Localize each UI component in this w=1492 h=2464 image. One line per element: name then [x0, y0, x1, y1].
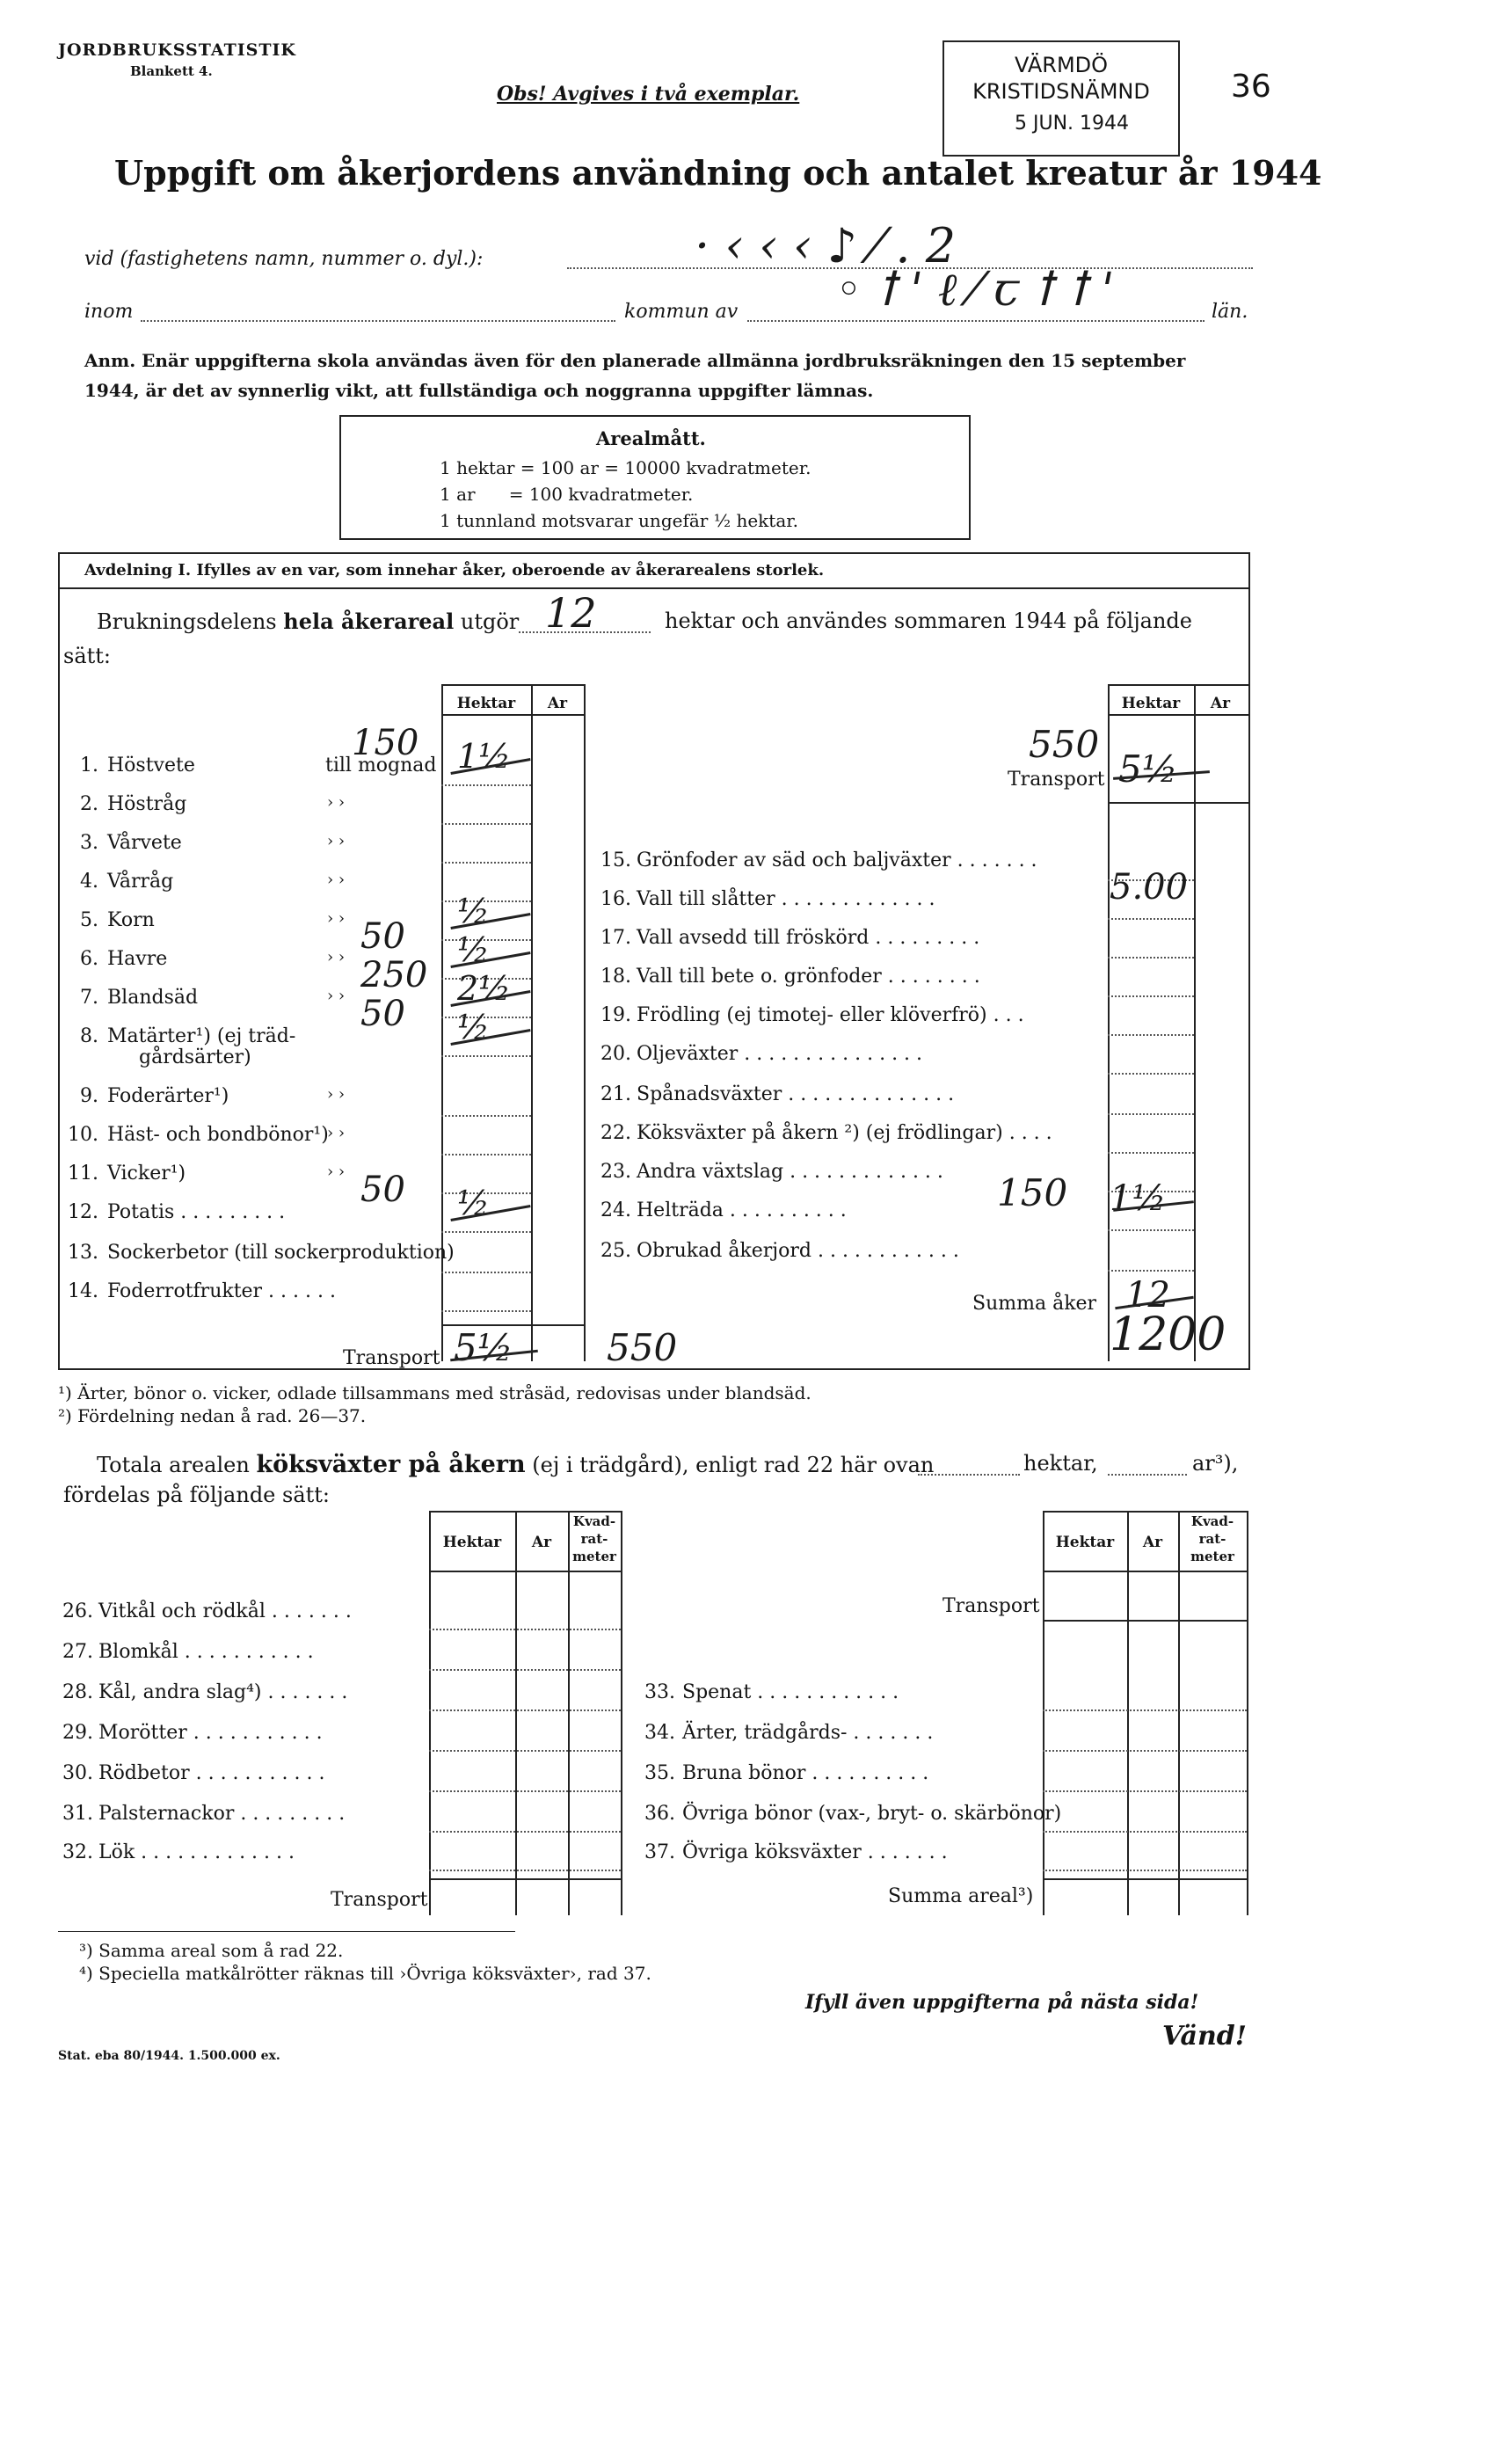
right-row-line — [1108, 995, 1194, 997]
right-row-hektar: 1½ — [1110, 1178, 1167, 1219]
vid-label: vid (fastighetens namn, nummer o. dyl.): — [84, 248, 484, 270]
left-row-hektar: 2½ — [457, 969, 512, 1008]
left-row-num: 11. — [68, 1163, 98, 1185]
left-row-label: Havre — [107, 948, 168, 970]
left-row-hektar: ½ — [457, 892, 490, 930]
left-row-line — [441, 823, 531, 825]
right-col-head-rule — [1108, 714, 1248, 716]
kommun-label: kommun av — [624, 301, 739, 323]
left-row-num: 5. — [80, 909, 98, 931]
s2-right-kvm-1: Kvad- — [1190, 1513, 1234, 1529]
left-row-num: 12. — [68, 1201, 98, 1223]
s2-right-label: Bruna bönor . . . . . . . . . . — [682, 1762, 929, 1784]
left-row-num: 13. — [68, 1242, 98, 1264]
right-row-num: 18. — [600, 966, 631, 988]
arealmatt-line2: 1 ar = 100 kvadratmeter. — [440, 484, 694, 505]
s2-left-num: 31. — [62, 1803, 93, 1825]
s2-right-num: 33. — [644, 1681, 675, 1703]
right-row-note: 150 — [997, 1171, 1068, 1214]
s2-left-ar: Ar — [531, 1534, 552, 1551]
right-col-hektar: Hektar — [1121, 695, 1181, 712]
right-row-line — [1108, 1073, 1194, 1075]
right-row-line — [1108, 918, 1194, 920]
left-row-label: Häst- och bondbönor¹) — [107, 1124, 329, 1146]
left-row-line — [441, 1272, 531, 1273]
right-row-num: 25. — [600, 1240, 631, 1262]
intro-text-b: hela åkerareal — [283, 609, 455, 634]
right-row-num: 19. — [600, 1004, 631, 1026]
right-row-hektar: 5.00 — [1110, 867, 1189, 908]
left-col-head-rule — [441, 714, 584, 716]
right-col-line2 — [1194, 684, 1196, 1361]
s2-intro-a: Totala arealen — [97, 1453, 250, 1477]
left-row-num: 2. — [80, 793, 98, 815]
s2-left-num: 28. — [62, 1681, 93, 1703]
s2-right-kvm — [1178, 1513, 1247, 1565]
left-row-num: 10. — [68, 1124, 98, 1146]
right-row-line — [1108, 1113, 1194, 1115]
s2-left-transport-rule — [429, 1878, 621, 1880]
s2-intro-f: fördelas på följande sätt: — [63, 1483, 331, 1507]
s2-left-num: 26. — [62, 1600, 93, 1622]
left-row-ditto: › › — [327, 987, 346, 1005]
left-col-line2 — [531, 684, 533, 1361]
summa-total: 1200 — [1110, 1309, 1226, 1361]
s2-intro-c: (ej i trädgård), enligt rad 22 här ovan — [532, 1453, 935, 1477]
left-row-label: Blandsäd — [107, 987, 199, 1009]
s2-left-line — [429, 1629, 621, 1630]
left-row-label: Potatis . . . . . . . . . — [107, 1201, 286, 1223]
s2-right-num: 36. — [644, 1803, 675, 1825]
right-transport-note: 550 — [1029, 723, 1100, 766]
left-row-num: 6. — [80, 948, 98, 970]
s2-left-label: Vitkål och rödkål . . . . . . . — [98, 1600, 352, 1622]
s2-right-label: Ärter, trädgårds- . . . . . . . — [682, 1722, 934, 1744]
left-row-note: 50 — [360, 916, 405, 957]
right-row-label: Andra växtslag . . . . . . . . . . . . . — [637, 1161, 943, 1183]
left-row-hektar: ½ — [457, 930, 490, 969]
footnote-3: ³) Samma areal som å rad 22. — [79, 1940, 344, 1961]
s2-left-num: 27. — [62, 1641, 93, 1663]
s2-left-kvm-1: Kvad- — [572, 1513, 616, 1529]
right-row-num: 20. — [600, 1043, 631, 1065]
left-row-label: Matärter¹) (ej träd- — [107, 1025, 296, 1047]
left-row-line — [441, 784, 531, 786]
fn2-rule — [58, 1931, 515, 1932]
s2-intro-b: köksväxter på åkern — [256, 1451, 526, 1478]
left-row-hektar: 1½ — [457, 737, 512, 776]
section1-header: Avdelning I. Ifylles av en var, som innehar åker, oberoende av åkerarealens storlek. — [84, 561, 825, 580]
right-transport-value: 5½ — [1118, 747, 1178, 791]
s2-left-line — [429, 1669, 621, 1671]
left-row-num: 4. — [80, 871, 98, 893]
right-row-label: Helträda . . . . . . . . . . — [637, 1199, 847, 1221]
office-name: JORDBRUKSSTATISTIK — [58, 40, 296, 60]
stamp-line2: KRISTIDSNÄMND — [972, 79, 1150, 104]
right-transport-rule — [1108, 802, 1248, 804]
intro-text-e: sätt: — [63, 644, 111, 668]
left-row-note: 50 — [360, 1170, 405, 1210]
s2-left-kvm-3: meter — [572, 1549, 616, 1564]
s2-left-col4 — [621, 1511, 622, 1915]
right-row-label: Köksväxter på åkern ²) (ej frödlingar) . . . . — [637, 1122, 1052, 1144]
s2-left-kvm-2: rat- — [580, 1531, 608, 1547]
lan-label: län. — [1212, 301, 1248, 323]
left-col-line3 — [584, 684, 586, 1361]
right-row-label: Vall till slåtter . . . . . . . . . . . . . — [637, 888, 935, 910]
s2-right-label: Övriga köksväxter . . . . . . . — [682, 1841, 948, 1863]
footnote-1: ¹) Ärter, bönor o. vicker, odlade tillsammans med stråsäd, redovisas under blandsäd. — [58, 1382, 812, 1403]
s2-left-label: Palsternackor . . . . . . . . . — [98, 1803, 346, 1825]
section1-intro — [97, 609, 519, 634]
s2-ar-line — [1108, 1474, 1187, 1476]
left-row-note: 150 — [352, 723, 419, 763]
s2-right-transport-rule — [1043, 1620, 1248, 1622]
s2-right-ar: Ar — [1142, 1534, 1163, 1551]
left-row-num: 3. — [80, 832, 98, 854]
till-mognad-label: till mognad — [325, 755, 437, 776]
left-row-line — [441, 1154, 531, 1155]
s2-right-line — [1043, 1870, 1247, 1871]
right-row-label: Oljeväxter . . . . . . . . . . . . . . . — [637, 1043, 923, 1065]
intro-text-a: Brukningsdelens — [97, 609, 277, 634]
s2-left-label: Rödbetor . . . . . . . . . . . — [98, 1762, 325, 1784]
kommun-handwriting: ◦ ꝉ ꞌ ℓ ⁄ ꞇ ꝉ ꝉ ꞌ — [835, 264, 1115, 317]
left-row-label: Foderrotfrukter . . . . . . — [107, 1280, 336, 1302]
left-row-line — [441, 1055, 531, 1057]
right-row-num: 21. — [600, 1083, 631, 1105]
s2-left-kvm — [568, 1513, 621, 1565]
stamp-line3: 5 JUN. 1944 — [1015, 113, 1130, 135]
left-row-label: Höstråg — [107, 793, 187, 815]
left-transport-label: Transport — [343, 1347, 440, 1369]
s2-left-line — [429, 1831, 621, 1833]
s2-left-line — [429, 1709, 621, 1711]
s2-left-line — [429, 1750, 621, 1752]
footnote-4: ⁴) Speciella matkålrötter räknas till ›Övriga köksväxter›, rad 37. — [79, 1963, 651, 1984]
left-row-hektar: ½ — [457, 1184, 490, 1222]
right-transport-label: Transport — [1008, 769, 1105, 791]
right-row-num: 23. — [600, 1161, 631, 1183]
footnote-2: ²) Fördelning nedan å rad. 26—37. — [58, 1405, 367, 1426]
left-row-label: Vicker¹) — [107, 1163, 186, 1185]
inom-line — [141, 320, 615, 322]
left-row-num: 8. — [80, 1025, 98, 1047]
right-row-num: 22. — [600, 1122, 631, 1144]
left-row-label: Vårråg — [107, 871, 174, 893]
left-row-ditto: › › — [327, 909, 346, 928]
right-row-line — [1108, 1152, 1194, 1154]
left-transport-value: 5½ — [454, 1326, 513, 1369]
kommun-line — [747, 320, 1205, 322]
left-row-ditto: › › — [327, 1085, 346, 1104]
s2-right-label: Övriga bönor (vax-, bryt- o. skärbönor) — [682, 1803, 1062, 1825]
left-row-num: 9. — [80, 1085, 98, 1107]
left-transport-note: 550 — [607, 1326, 678, 1369]
s2-right-kvm-2: rat- — [1198, 1531, 1226, 1547]
s2-hektar-line — [918, 1474, 1020, 1476]
arealmatt-line3: 1 tunnland motsvarar ungefär ½ hektar. — [440, 510, 798, 531]
right-row-num: 24. — [600, 1199, 631, 1221]
s2-left-num: 32. — [62, 1841, 93, 1863]
left-row-line — [441, 1310, 531, 1312]
stamp — [943, 40, 1180, 157]
intro-value: 12 — [545, 589, 597, 637]
right-row-label: Grönfoder av säd och baljväxter . . . . . . . — [637, 849, 1037, 871]
arealmatt-line1: 1 hektar = 100 ar = 10000 kvadratmeter. — [440, 457, 812, 478]
left-row-note: 50 — [360, 994, 405, 1034]
left-col-top — [441, 684, 584, 686]
section1-header-rule — [58, 587, 1248, 589]
left-row-label: Höstvete — [107, 755, 195, 776]
left-row-ditto: › › — [327, 948, 346, 966]
right-row-line — [1108, 1229, 1194, 1231]
left-col-ar: Ar — [547, 695, 568, 712]
s2-left-label: Kål, andra slag⁴) . . . . . . . — [98, 1681, 348, 1703]
right-col-ar: Ar — [1210, 695, 1231, 712]
right-row-label: Obrukad åkerjord . . . . . . . . . . . . — [637, 1240, 959, 1262]
s2-left-num: 30. — [62, 1762, 93, 1784]
left-row-num: 7. — [80, 987, 98, 1009]
ifyll-note: Ifyll även uppgifterna på nästa sida! — [805, 1991, 1199, 2014]
left-row-note: 250 — [360, 955, 428, 995]
left-row-ditto: › › — [327, 871, 346, 889]
right-col-top — [1108, 684, 1248, 686]
arealmatt-box — [339, 415, 971, 540]
intro-text-c: utgör — [460, 609, 520, 634]
left-row-line — [441, 862, 531, 864]
s2-right-kvm-3: meter — [1190, 1549, 1234, 1564]
s2-left-transport-label: Transport — [331, 1889, 428, 1911]
right-row-label: Vall till bete o. grönfoder . . . . . . . . — [637, 966, 980, 988]
section2-intro — [97, 1451, 934, 1478]
s2-right-line — [1043, 1709, 1247, 1711]
left-row-ditto: › › — [327, 832, 346, 850]
left-col-hektar: Hektar — [456, 695, 516, 712]
page-number: 36 — [1231, 69, 1271, 105]
left-row-hektar: ½ — [457, 1008, 490, 1046]
right-row-label: Vall avsedd till fröskörd . . . . . . . . . — [637, 927, 980, 949]
left-row-label: Foderärter¹) — [107, 1085, 229, 1107]
s2-right-label: Spenat . . . . . . . . . . . . — [682, 1681, 899, 1703]
stamp-line1: VÄRMDÖ — [1014, 53, 1109, 77]
s2-left-head-rule — [429, 1571, 621, 1572]
s2-left-line — [429, 1870, 621, 1871]
right-row-line — [1108, 1034, 1194, 1036]
left-row-label: Korn — [107, 909, 155, 931]
s2-right-transport-label: Transport — [943, 1595, 1040, 1617]
arealmatt-title: Arealmått. — [596, 427, 706, 449]
right-col-line1 — [1108, 684, 1110, 1361]
s2-left-label: Blomkål . . . . . . . . . . . — [98, 1641, 314, 1663]
s2-left-label: Lök . . . . . . . . . . . . . — [98, 1841, 295, 1863]
s2-right-num: 37. — [644, 1841, 675, 1863]
right-row-num: 16. — [600, 888, 631, 910]
left-row-num: 1. — [80, 755, 98, 776]
s2-summa-label: Summa areal³) — [888, 1885, 1034, 1907]
left-row-label: Vårvete — [107, 832, 182, 854]
right-row-label: Spånadsväxter . . . . . . . . . . . . . . — [637, 1083, 955, 1105]
s2-right-num: 34. — [644, 1722, 675, 1744]
left-row-label2: gårdsärter) — [139, 1046, 251, 1068]
s2-right-line — [1043, 1790, 1247, 1792]
anm-line1: Anm. Enär uppgifterna skola användas även för den planerade allmänna jordbruksräkningen den 15 september — [84, 350, 1186, 371]
right-row-line — [1108, 1270, 1194, 1272]
vid-handwriting: · ‹ ‹ ‹ ♪ ⁄ . 2 — [695, 218, 957, 273]
summa-value: 12 — [1125, 1275, 1170, 1316]
s2-intro-d: hektar, — [1023, 1451, 1098, 1476]
s2-left-hektar: Hektar — [442, 1534, 502, 1551]
s2-left-label: Morötter . . . . . . . . . . . — [98, 1722, 323, 1744]
s2-right-line — [1043, 1831, 1247, 1833]
s2-right-num: 35. — [644, 1762, 675, 1784]
s2-left-line — [429, 1790, 621, 1792]
left-row-num: 14. — [68, 1280, 98, 1302]
s2-intro-e: ar³), — [1192, 1451, 1239, 1476]
form-number: Blankett 4. — [130, 63, 213, 79]
left-row-line — [441, 1115, 531, 1117]
s2-left-num: 29. — [62, 1722, 93, 1744]
inom-label: inom — [84, 301, 134, 323]
s2-right-summa-rule — [1043, 1878, 1248, 1880]
left-row-ditto: › › — [327, 793, 346, 812]
right-row-line — [1108, 957, 1194, 959]
left-row-label: Sockerbetor (till sockerproduktion) — [107, 1242, 455, 1264]
right-row-label: Frödling (ej timotej- eller klöverfrö) . . . — [637, 1004, 1024, 1026]
obs-note: Obs! Avgives i två exemplar. — [497, 83, 800, 106]
left-row-ditto: › › — [327, 1124, 346, 1142]
page-title: Uppgift om åkerjordens användning och antalet kreatur år 1944 — [114, 153, 1322, 193]
intro-text-d: hektar och användes sommaren 1944 på följande — [665, 609, 1192, 633]
s2-right-head-rule — [1043, 1571, 1248, 1572]
right-row-num: 17. — [600, 927, 631, 949]
anm-line2: 1944, är det av synnerlig vikt, att fullständiga och noggranna uppgifter lämnas. — [84, 380, 874, 401]
s2-right-line — [1043, 1750, 1247, 1752]
s2-right-hektar: Hektar — [1055, 1534, 1115, 1551]
summa-label: Summa åker — [972, 1293, 1097, 1315]
right-row-num: 15. — [600, 849, 631, 871]
left-row-ditto: › › — [327, 1163, 346, 1181]
vand-note: Vänd! — [1162, 2021, 1247, 2052]
left-row-line — [441, 1231, 531, 1233]
print-info: Stat. eba 80/1944. 1.500.000 ex. — [58, 2049, 280, 2063]
